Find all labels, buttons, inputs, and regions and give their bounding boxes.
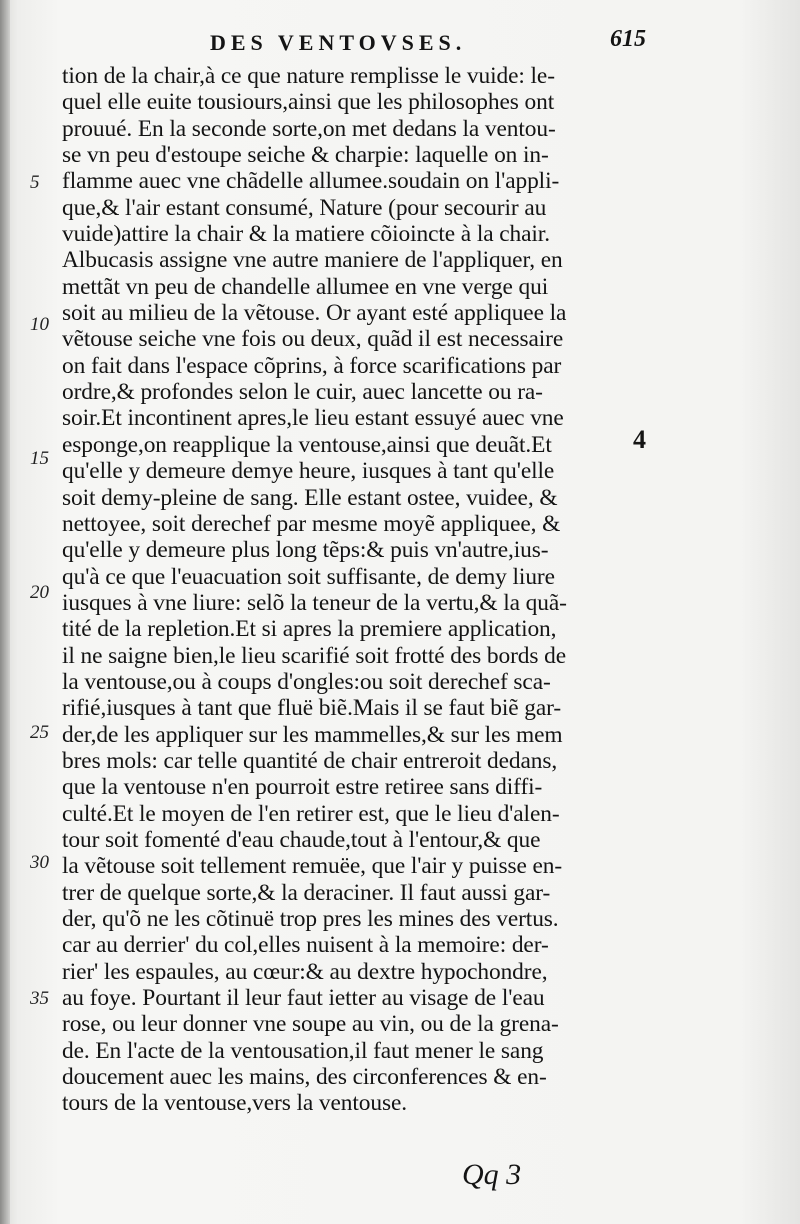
text-line: der,de les appliquer sur les mammelles,& sur les mem	[62, 721, 563, 748]
line-number: 5	[30, 172, 40, 193]
line-number: 35	[30, 988, 49, 1009]
text-line: rose, ou leur donner vne soupe au vin, ou de la grena-	[62, 1011, 559, 1038]
text-line: soit demy-pleine de sang. Elle estant ostee, vuidee, &	[62, 484, 558, 511]
text-line: tité de la repletion.Et si apres la premiere application,	[62, 616, 557, 643]
line-number: 20	[30, 582, 49, 603]
text-line: la ventouse,ou à coups d'ongles:ou soit derechef sca-	[62, 668, 551, 695]
text-line: il ne saigne bien,le lieu scarifié soit frotté des bords de	[62, 642, 566, 669]
text-line: qu'à ce que l'euacuation soit suffisante, de demy liure	[62, 563, 555, 590]
text-line: trer de quelque sorte,& la deraciner. Il faut aussi gar-	[62, 879, 551, 906]
text-line: vuide)attire la chair & la matiere cõioincte à la chair.	[62, 221, 550, 248]
text-line: tours de la ventouse,vers la ventouse.	[62, 1090, 408, 1117]
margin-mark: 4	[633, 425, 646, 454]
text-line: Albucasis assigne vne autre maniere de l'appliquer, en	[62, 247, 563, 274]
text-line: der, qu'õ ne les cõtinuë trop pres les mines des vertus.	[62, 906, 559, 932]
text-line: de. En l'acte de la ventousation,il faut mener le sang	[62, 1037, 544, 1064]
text-line: se vn peu d'estoupe seiche & charpie: laquelle on in-	[62, 142, 549, 169]
text-line: ordre,& profondes selon le cuir, auec lancette ou ra-	[62, 379, 543, 406]
running-header	[210, 26, 670, 56]
text-line: que,& l'air estant consumé, Nature (pour secourir au	[62, 194, 547, 221]
body-text	[62, 63, 642, 1117]
text-line: que la ventouse n'en pourroit estre retiree sans diffi-	[62, 774, 543, 801]
text-line: tour soit fomenté d'eau chaude,tout à l'entour,& que	[62, 826, 541, 853]
text-line: quel elle euite tousiours,ainsi que les philosophes ont	[62, 89, 555, 116]
text-line: rifié,iusques à tant que fluë biẽ.Mais il se faut biẽ gar-	[62, 695, 562, 722]
text-line: au foye. Pourtant il leur faut ietter au visage de l'eau	[62, 985, 545, 1012]
text-line: rier' les espaules, au cœur:& au dextre hypochondre,	[62, 958, 548, 985]
text-line: bres mols: car telle quantité de chair entreroit dedans,	[62, 747, 558, 774]
text-line: on fait dans l'espace cõprins, à force scarifications par	[62, 352, 562, 379]
page-gutter-shadow	[0, 0, 10, 1224]
line-number: 25	[30, 722, 49, 743]
text-line: prouué. En la seconde sorte,on met dedans la ventou-	[62, 115, 556, 142]
text-line: esponge,on reapplique la ventouse,ainsi que deuãt.Et	[62, 431, 552, 458]
text-line: doucement auec les mains, des circonferences & en-	[62, 1064, 547, 1091]
text-line: car au derrier' du col,elles nuisent à la memoire: der-	[62, 932, 549, 959]
line-number: 15	[30, 448, 49, 469]
line-number: 10	[30, 314, 49, 335]
text-line: soit au milieu de la vẽtouse. Or ayant esté appliquee la	[62, 300, 567, 327]
text-line: iusques à vne liure: selõ la teneur de la vertu,& la quã-	[62, 589, 567, 616]
text-line: vẽtouse seiche vne fois ou deux, quãd il est necessaire	[62, 326, 564, 353]
text-line: nettoyee, soit derechef par mesme moyẽ appliquee, &	[62, 510, 561, 537]
text-line: culté.Et le moyen de l'en retirer est, que le lieu d'alen-	[62, 800, 560, 827]
running-head-title: DES VENTOVSES.	[210, 30, 467, 55]
text-line: qu'elle y demeure plus long tẽps:& puis vn'autre,ius-	[62, 537, 549, 564]
text-line: flamme auec vne chãdelle allumee.soudain on l'appli-	[62, 168, 560, 195]
text-line: qu'elle y demeure demye heure, iusques à tant qu'elle	[62, 458, 555, 485]
signature-mark: Qq 3	[462, 1158, 522, 1191]
line-number: 30	[30, 852, 49, 873]
page-number: 615	[610, 26, 646, 52]
text-line: la vẽtouse soit tellement remuëe, que l'air y puisse en-	[62, 853, 563, 880]
text-line: mettãt vn peu de chandelle allumee en vne verge qui	[62, 273, 549, 300]
text-line: tion de la chair,à ce que nature remplisse le vuide: le-	[62, 63, 555, 89]
text-line: soir.Et incontinent apres,le lieu estant essuyé auec vne	[62, 405, 564, 432]
